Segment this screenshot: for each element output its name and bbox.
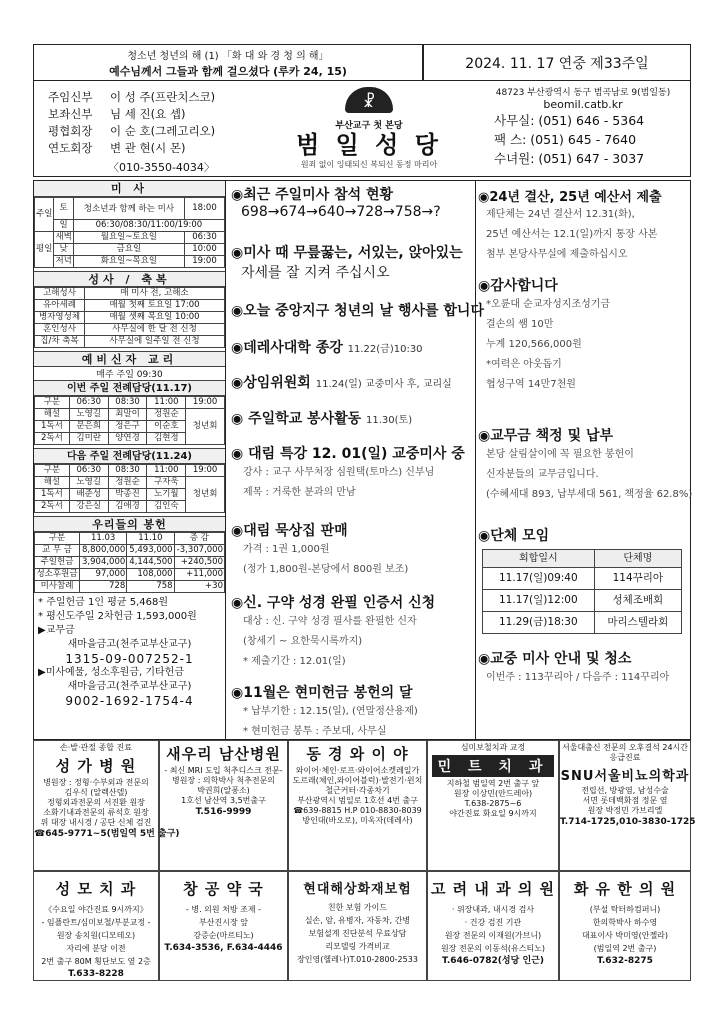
ad-line: 도르래(체인,와이어블럭)·발전기·윈치: [292, 776, 423, 785]
church-logo: [345, 87, 393, 113]
offering-note: * 평신도주일 2차헌금 1,593,000원: [38, 611, 197, 622]
ad-block: [159, 740, 288, 871]
duty-header-cell: 08:30: [108, 397, 147, 409]
duty-cell: 김현정: [147, 433, 186, 445]
notice-head: [231, 372, 473, 392]
weekday-slot: 저녁: [55, 256, 72, 266]
ad-line: 자리에 분당 이전: [66, 944, 126, 953]
ad-name: 현대해상화재보험: [303, 882, 412, 897]
svg-text:☧: ☧: [362, 92, 376, 111]
ad-line: · 위장내과, 내시경 검사: [451, 905, 535, 914]
saturday-label: 토: [54, 198, 73, 220]
duty-next-title: 다음 주일 전례담당(11.24): [34, 448, 225, 464]
theme-line-2: 예수님께서 그들과 함께 걸으셨다 (루카 24, 15): [109, 65, 347, 78]
ad-line: 서면 롯데백화점 정문 옆: [582, 796, 668, 805]
ad-phone: T.634-3536, F.634-4446: [164, 943, 283, 953]
ad-line: - 최신 MRI 도입 척추디스크 전문-: [164, 766, 283, 775]
weekday-slot: 새벽: [55, 232, 72, 242]
ad-line: 원장 박정민 가브리엘: [587, 806, 663, 815]
offering-header-cell: 11.10: [127, 533, 174, 545]
groups-head: ◉단체 모임: [478, 528, 550, 544]
offering-cell: 97,000: [80, 569, 127, 581]
ad-phone: T.516-9999: [195, 807, 252, 817]
notice-line: 25년 예산서는 12.1(일)까지 통장 사본: [486, 229, 658, 240]
staff-row: [48, 106, 258, 123]
duty-cell: 노기월: [147, 489, 186, 501]
ad-phone: T.632-8275: [597, 956, 653, 966]
ad-block: [559, 871, 691, 981]
staff-name: 님 세 진(요 셉): [110, 107, 186, 121]
ad-block: [33, 740, 180, 871]
sunday-label: 주일: [35, 198, 54, 232]
ad-line: 부산진시장 앞: [199, 918, 248, 927]
duty-cell: 노영길: [69, 409, 108, 421]
notice-line: *여력은 아웃돕기: [486, 359, 562, 370]
offering-note: 1315-09-007252-1: [65, 652, 194, 666]
staff-name: 이 순 호(그레고리오): [110, 124, 216, 138]
duty-this-title: 이번 주일 전례담당(11.17): [34, 380, 225, 396]
duty-cell: 해설: [35, 409, 70, 421]
duty-cell: 정원순: [147, 409, 186, 421]
notice-head: [231, 184, 473, 204]
staff-role: 주임신부: [48, 90, 93, 104]
ad-line: 병원장 : 의학박사 척추전문의: [171, 776, 276, 785]
offering-note: * 주일헌금 1인 평균 5,468원: [38, 597, 168, 608]
offering-cell: +30: [174, 581, 224, 593]
groups-cell: 11.29(금)18:30: [483, 612, 595, 634]
sacraments-table: [34, 287, 225, 348]
notice-head: [231, 242, 473, 262]
sacrament-name: 집/차 축복: [35, 336, 85, 348]
ad-name: 창 공 약 국: [183, 880, 264, 898]
notice-item: [231, 372, 473, 392]
offering-cell: 주일헌금: [35, 557, 80, 569]
notice-line: (수혜세대 893, 납부세대 561, 책정율 62.8%): [486, 489, 693, 500]
sacraments-title: 성사 / 축복: [34, 271, 225, 287]
groups-cell: 114꾸리아: [594, 568, 681, 590]
notice-line: * 현미헌금 봉투 : 주보대, 사무실: [243, 726, 387, 737]
saturday-desc: 청소년과 함께 하는 미사: [73, 198, 184, 220]
offering-note: ▶미사예물, 성소후원금, 기타헌금: [38, 667, 184, 678]
weekday-label: 평일: [35, 232, 54, 268]
cleaning-head: ◉교중 미사 안내 및 청소: [478, 651, 632, 667]
offering-note: ▶교무금: [38, 625, 75, 636]
ad-line: 지하철 범일역 2번 출구 앞: [446, 779, 540, 788]
header-theme-box: [33, 44, 423, 81]
offering-table: [34, 532, 225, 593]
contact-block: [476, 85, 690, 168]
ad-line: 강증순(마르티노): [193, 931, 254, 940]
staff-name: 변 관 현(시 몬): [110, 141, 186, 155]
church-motto: 원죄 없이 잉태되신 복되신 동정 마리아: [300, 160, 438, 169]
offering-note: 새마을금고(천주교부산교구): [67, 681, 192, 692]
duty-this-table: [34, 396, 225, 445]
church-website[interactable]: beomil.catb.kr: [543, 98, 623, 111]
ad-line: 보험설계 진단분석 무료상담: [308, 929, 407, 938]
sacrament-detail: 매월 셋째 목요일 10:00: [85, 312, 225, 324]
notice-title: ◉ 주일학교 봉사활동: [231, 411, 362, 427]
offering-cell: 성소후원금: [36, 569, 78, 579]
ad-line: 실손, 암, 유병자, 자동차, 간병: [304, 916, 411, 925]
weekday-time: 06:30: [185, 232, 225, 244]
sacrament-detail: 매월 첫째 토요일 17:00: [85, 300, 225, 312]
offering-cell: +240,500: [174, 557, 224, 569]
notice-line: 가격 : 1권 1,000원: [243, 544, 330, 555]
mass-title: 미 사: [34, 181, 225, 197]
duty-cell: 2독서: [35, 501, 70, 513]
header-date-box: [423, 44, 691, 81]
notice-item: [231, 682, 473, 742]
thanks-notice: [478, 275, 714, 395]
thanks-head: ◉감사합니다: [478, 278, 558, 294]
offering-cell: 미사참례: [35, 581, 80, 593]
duty-cell: 김인숙: [147, 501, 186, 513]
staff-phone: 〈010-3550-4034〉: [108, 161, 215, 174]
ad-line: 2번 출구 80M 횡단보도 옆 2층: [41, 957, 151, 966]
sacrament-name: 유아세례: [35, 300, 85, 312]
offering-header-cell: 증 감: [174, 533, 224, 545]
budget-notice: [478, 186, 714, 265]
weekday-time: 10:00: [185, 244, 225, 256]
duty-cell: 해설: [35, 477, 70, 489]
notice-line: 첨부 본당사무실에 제출하십시오: [486, 249, 628, 260]
groups-table: [482, 549, 682, 634]
notice-line: 누계 120,566,000원: [486, 339, 582, 350]
notice-sub: 11.30(토): [366, 415, 413, 426]
notice-line: * 납부기한 : 12.15(일), (연말정산용제): [243, 706, 418, 717]
ad-line: · 건강 검진 기관: [464, 918, 522, 927]
catechumen-title: 예비신자 교리: [34, 351, 225, 367]
duty-header-cell: 구분: [35, 397, 70, 409]
ad-line: - 병. 의원 처방 조제 -: [185, 905, 262, 914]
ad-line: 장인영(헬레나)T.010-2800-2533: [297, 955, 418, 964]
duty-header-cell: 08:30: [108, 465, 147, 477]
duty-next-table: [34, 464, 225, 513]
ad-line: 1호선 남산역 3,5번출구: [181, 796, 266, 805]
issue-date: 2024. 11. 17 연중 제33주일: [465, 56, 649, 72]
ad-name: 성 모 치 과: [55, 880, 137, 898]
notice-line: 결손의 쌤 10만: [486, 319, 554, 330]
notice-title: ◉상임위원회: [231, 375, 311, 391]
ad-tag: 서울대출신 전문의 오후결석 24시간 응급진료: [562, 743, 688, 762]
ad-phone: T.633-8228: [68, 969, 124, 979]
ad-line: (부설 탁터하컴퍼니): [589, 905, 661, 914]
staff-role: 평협회장: [48, 124, 93, 138]
ad-line: 원장 전문의 이동석(유스티노): [440, 944, 546, 953]
sacrament-detail: 사무실에 한 달 전 신청: [85, 324, 225, 336]
ad-line: 야간진료 화요일 9시까지: [449, 809, 537, 818]
offering-note: 9002-1692-1754-4: [65, 694, 194, 708]
notice-title: ◉ 대림 특강 12. 01(일) 교중미사 중: [231, 446, 465, 462]
ad-name: 성 가 병 원: [55, 757, 137, 775]
notice-item: [231, 592, 473, 672]
budget-head: ◉24년 결산, 25년 예산서 제출: [478, 190, 662, 205]
ad-line: 《수요일 야간진료 9시까지》: [44, 905, 148, 914]
offering-header-cell: 구분: [35, 533, 80, 545]
catechumen-time: 매주 주일 09:30: [96, 370, 163, 380]
duty-choir: 청년회: [186, 477, 225, 513]
masthead: [33, 81, 691, 177]
notice-line: 본당 살림살이에 꼭 필요한 봉헌이: [486, 449, 634, 460]
mass-table: [34, 197, 225, 268]
cleaning-line: 이번주 : 113꾸리아 / 다음주 : 114꾸리아: [486, 672, 670, 683]
notice-title: ◉미사 때 무릎꿇는, 서있는, 앉아있는: [231, 245, 463, 261]
duty-cell: 1독서: [35, 489, 70, 501]
duty-cell: 2독서: [35, 433, 70, 445]
notice-line: 대상 : 신. 구약 성경 필사를 완필한 신자: [243, 616, 417, 627]
notice-line: * 제출기간 : 12.01(일): [243, 656, 346, 667]
duty-cell: 이순호: [147, 421, 186, 433]
church-title-block: [264, 87, 474, 170]
dues-head: ◉교무금 책정 및 납부: [478, 428, 614, 444]
ad-line: 박권희(알퐁소): [197, 786, 250, 795]
offering-cell: 758: [127, 581, 174, 593]
duty-cell: 노영길: [69, 477, 108, 489]
duty-cell: 박종진: [108, 489, 147, 501]
convent-phone: 수녀원: (051) 647 - 3037: [494, 151, 645, 166]
duty-cell: 정원순: [108, 477, 147, 489]
fax-number: 팩 스: (051) 645 - 7640: [494, 132, 637, 147]
sacrament-detail: 매 미사 전, 고해소: [85, 288, 225, 300]
ad-line: 친한 보험 가이드: [327, 903, 388, 912]
offering-cell: 3,904,000: [80, 557, 127, 569]
ad-name: SNU서울비뇨의학과: [560, 769, 690, 784]
duty-cell: 1독서: [35, 421, 70, 433]
notice-title: ◉11월은 현미헌금 봉헌의 달: [231, 685, 413, 701]
notice-head: [231, 443, 473, 463]
offering-cell: -3,307,000: [174, 545, 224, 557]
ad-line: ☎639-8815 H.P 010-8830-8039: [293, 806, 422, 815]
notice-item: [231, 337, 473, 357]
duty-cell: 양연경: [108, 433, 147, 445]
notice-head: [231, 592, 473, 612]
groups-cell: 성체조배회: [594, 590, 681, 612]
ad-block: [427, 871, 559, 981]
staff-row: [48, 123, 258, 140]
ad-line: - 임플란트/심미보철/부분교정 -: [41, 918, 151, 927]
ad-line: T.638-2875~6: [464, 799, 522, 808]
sacrament-name: 혼인성사: [35, 324, 85, 336]
left-column: [33, 180, 226, 740]
duty-cell: 정은구: [108, 421, 147, 433]
notice-head: [231, 682, 473, 702]
duty-choir: 청년회: [186, 409, 225, 445]
staff-list: [48, 89, 258, 175]
ad-line: 정형외과전문의 서진환 원장: [47, 798, 145, 807]
theme-line-1: 청소년 청년의 해 (1) 「화 대 와 경 청 의 해」: [127, 51, 329, 62]
weekday-days: 금요일: [73, 244, 184, 256]
church-name: 범 일 성 당: [296, 131, 442, 159]
ad-block: [559, 740, 696, 871]
ad-tag: 손·발·관절 종합 진료: [60, 743, 132, 752]
ad-line: 병원장 : 정형·수부외과 전문의: [43, 778, 149, 787]
ad-line: 원장 송치원(디모테오): [56, 931, 136, 940]
ad-phone: T.646-0782(성당 인근): [442, 956, 544, 966]
duty-cell: 김애경: [108, 501, 147, 513]
offering-cell: 8,800,000: [80, 545, 127, 557]
ad-line: 대표이사 박미영(안젤라): [581, 931, 669, 940]
notice-title: ◉데레사대학 종강: [231, 340, 343, 356]
groups-cell: 11.17(일)12:00: [483, 590, 595, 612]
notice-item: [231, 443, 473, 503]
notice-title: ◉대림 묵상집 판매: [231, 523, 348, 539]
sunday-day-label: 일: [54, 220, 73, 232]
ad-block: [288, 871, 427, 981]
notice-head: [231, 337, 473, 357]
ad-name: 민 트 치 과: [432, 755, 555, 777]
groups-notice: [478, 525, 714, 634]
groups-header-cell: 단체명: [594, 550, 681, 568]
notice-head: [231, 408, 473, 428]
ad-line: 부산광역시 범일로 1호선 4번 출구: [297, 796, 418, 805]
offering-notes: [34, 593, 225, 711]
notice-line: 제단체는 24년 결산서 12.31(화),: [486, 209, 635, 220]
duty-cell: 배준성: [69, 489, 108, 501]
ad-line: 한의학박사 하수영: [592, 918, 658, 927]
duty-cell: 구자욱: [147, 477, 186, 489]
notice-line: 강사 : 교구 사무처장 심원택(토마스) 신부님: [243, 467, 435, 478]
ad-block: [288, 740, 427, 871]
ad-line: 와이어·체인·로프·와이어소켓레일가: [295, 766, 420, 775]
offering-header-cell: 11.03: [80, 533, 127, 545]
offering-cell: +11,000: [174, 569, 224, 581]
sacrament-name: 병자영성체: [35, 312, 85, 324]
dues-notice: [478, 425, 714, 505]
weekday-slot: 낮: [54, 244, 73, 256]
notice-line: 자세를 잘 지켜 주십시오: [241, 265, 390, 281]
notice-line: 협성구역 14만7천원: [486, 379, 576, 390]
cleaning-notice: [478, 648, 714, 688]
offering-cell: 728: [80, 581, 127, 593]
sunday-times: 06:30/08:30/11:00/19:00: [73, 220, 224, 232]
staff-role: 보좌신부: [48, 107, 93, 121]
saturday-time: 18:00: [185, 198, 225, 220]
notice-title: ◉최근 주일미사 참석 현황: [231, 187, 394, 203]
notice-item: [231, 520, 473, 580]
office-phone: 사무실: (051) 646 - 5364: [494, 113, 645, 128]
notice-line: 698→674→640→728→758→?: [241, 204, 441, 220]
notice-item: [231, 300, 484, 320]
church-diocese: 부산교구 첫 본당: [335, 121, 403, 131]
duty-header-cell: 19:00: [186, 397, 225, 409]
notice-line: 신자분들의 교무금입니다.: [486, 469, 599, 480]
notice-title: ◉신. 구약 성경 완필 인증서 신청: [231, 595, 436, 611]
notice-item: [231, 408, 473, 428]
duty-header-cell: 06:30: [69, 397, 108, 409]
notice-line: 제목 : 거룩한 분과의 만남: [243, 487, 356, 498]
groups-cell: 마리스텔라회: [594, 612, 681, 634]
weekday-days: 화요일~목요일: [73, 256, 184, 268]
ad-name: 동 경 와 이 야: [306, 745, 409, 763]
ad-name: 화 유 한 의 원: [573, 880, 677, 898]
notice-sub: 11.22(금)10:30: [347, 344, 423, 355]
notice-title: ◉오늘 중앙지구 청년의 날 행사를 합니다: [231, 303, 484, 319]
ad-line: 리모델링 가격비교: [325, 942, 390, 951]
duty-header-cell: 19:00: [186, 465, 225, 477]
staff-role: 연도회장: [48, 141, 93, 155]
staff-row: [48, 89, 258, 106]
notice-line: *오륜대 순교자성지조성기금: [486, 299, 611, 310]
duty-cell: 김미란: [69, 433, 108, 445]
offering-cell: 108,000: [127, 569, 174, 581]
notice-head: [231, 520, 473, 540]
duty-header-cell: 11:00: [147, 397, 186, 409]
ad-block: [427, 740, 559, 871]
notice-item: [231, 184, 473, 220]
ad-line: 소화기내과전문의 류석호 원장: [43, 808, 149, 817]
ad-line: 원장 이상민(안드레아): [453, 789, 533, 798]
sacrament-name: 고해성사: [35, 288, 85, 300]
duty-cell: 강은실: [69, 501, 108, 513]
offering-cell: 5,493,000: [127, 545, 174, 557]
offering-note: 새마을금고(천주교부산교구): [67, 639, 192, 650]
sacrament-detail: 사무실에 일주일 전 신청: [85, 336, 225, 348]
duty-header-cell: 구분: [35, 465, 70, 477]
weekday-time: 19:00: [185, 256, 225, 268]
chi-rho-icon: [345, 87, 393, 113]
church-address: 48723 부산광역시 동구 범곡남로 9(범일동): [495, 88, 671, 98]
ad-line: 위 대장 내시경 / 공단 신체 검진: [40, 818, 152, 827]
duty-cell: 최말이: [108, 409, 147, 421]
duty-cell: 문은희: [69, 421, 108, 433]
ad-line: 전립선, 방광염, 남성수술: [581, 786, 669, 795]
ad-block: [159, 871, 288, 981]
offering-title: 우리들의 봉헌: [34, 516, 225, 532]
notice-head: [231, 300, 484, 320]
groups-header-cell: 회합일시: [483, 550, 595, 568]
ad-name: 새우리 남산병원: [166, 745, 281, 763]
ad-phone: ☎645-9771~5(범일역 5번 출구): [34, 829, 180, 839]
notice-line: (정가 1,800원-본당에서 800원 보조): [243, 564, 409, 575]
weekday-days: 월요일~토요일: [73, 232, 184, 244]
ad-line: 철근커터·각종차기: [325, 786, 390, 795]
groups-cell: 11.17(일)09:40: [483, 568, 595, 590]
ad-phone: T.714-1725,010-3830-1725: [560, 817, 696, 827]
offering-cell: 교 무 금: [35, 545, 80, 557]
staff-row: [48, 140, 258, 157]
notice-item: [231, 242, 473, 282]
ad-name: 고 려 내 과 의 원: [430, 880, 556, 898]
ad-tag: 심미보철치과 교정: [460, 743, 526, 752]
duty-header-cell: 06:30: [69, 465, 108, 477]
ad-line: (범일역 2번 출구): [593, 944, 657, 953]
duty-header-cell: 11:00: [147, 465, 186, 477]
offering-cell: 4,144,500: [127, 557, 174, 569]
staff-name: 이 성 주(프란치스코): [110, 90, 216, 104]
ad-line: 원장 전문의 이재원(가브니): [444, 931, 542, 940]
ad-line: 방인대(바오로), 미옥자(데레사): [302, 816, 413, 825]
ad-line: 김우식 (알렉산델): [64, 788, 128, 797]
notice-line: (창세기 ~ 요한묵시록까지): [243, 636, 363, 647]
ad-block: [33, 871, 159, 981]
notice-sub: 11.24(일) 교중미사 후, 교리실: [315, 379, 452, 390]
